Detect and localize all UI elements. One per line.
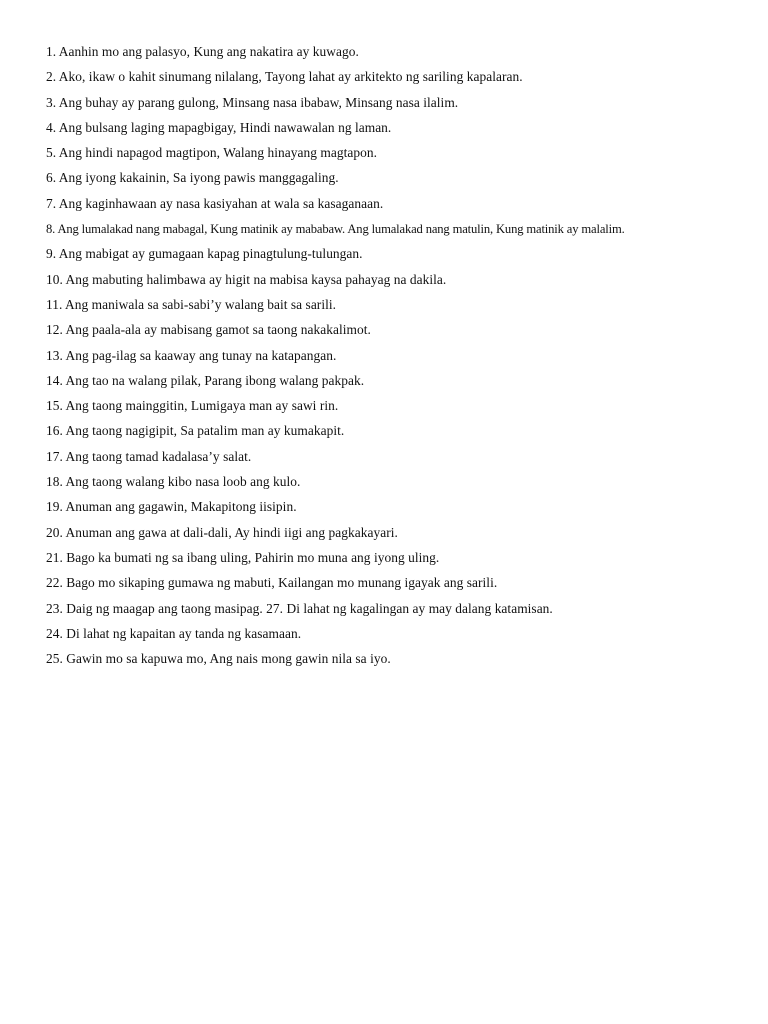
proverb-item: 15. Ang taong mainggitin, Lumigaya man ay sawi rin. xyxy=(46,398,339,414)
proverb-item: 18. Ang taong walang kibo nasa loob ang kulo. xyxy=(46,474,301,490)
proverb-item: 14. Ang tao na walang pilak, Parang ibong walang pakpak. xyxy=(46,372,365,388)
proverb-item: 12. Ang paala-ala ay mabisang gamot sa taong nakakalimot. xyxy=(46,322,371,338)
proverb-item: 24. Di lahat ng kapaitan ay tanda ng kasamaan. xyxy=(46,625,302,641)
proverb-item: 17. Ang taong tamad kadalasa’y salat. xyxy=(46,448,252,464)
proverb-item: 19. Anuman ang gagawin, Makapitong iisipin. xyxy=(46,499,297,515)
proverb-item: 16. Ang taong nagigipit, Sa patalim man ay kumakapit. xyxy=(46,423,345,439)
proverb-item: 9. Ang mabigat ay gumagaan kapag pinagtulung-tulungan. xyxy=(46,246,363,262)
proverb-item: 1. Aanhin mo ang palasyo, Kung ang nakatira ay kuwago. xyxy=(46,44,359,59)
proverb-item: 25. Gawin mo sa kapuwa mo, Ang nais mong gawin nila sa iyo. xyxy=(46,651,391,667)
proverb-item: 4. Ang bulsang laging mapagbigay, Hindi nawawalan ng laman. xyxy=(46,119,392,135)
proverb-item: 10. Ang mabuting halimbawa ay higit na mabisa kaysa pahayag na dakila. xyxy=(46,271,447,287)
proverb-item: 7. Ang kaginhawaan ay nasa kasiyahan at wala sa kasaganaan. xyxy=(46,195,384,211)
proverb-item: 11. Ang maniwala sa sabi-sabi’y walang bait sa sarili. xyxy=(46,296,337,312)
proverb-item: 3. Ang buhay ay parang gulong, Minsang nasa ibabaw, Minsang nasa ilalim. xyxy=(46,94,459,110)
proverb-item: 21. Bago ka bumati ng sa ibang uling, Pahirin mo muna ang iyong uling. xyxy=(46,549,440,565)
proverb-item: 2. Ako, ikaw o kahit sinumang nilalang, Tayong lahat ay arkitekto ng sariling kapalaran. xyxy=(46,69,523,85)
proverb-item: 20. Anuman ang gawa at dali-dali, Ay hindi iigi ang pagkakayari. xyxy=(46,524,398,540)
proverb-item: 22. Bago mo sikaping gumawa ng mabuti, Kailangan mo munang igayak ang sarili. xyxy=(46,575,498,591)
proverb-item: 13. Ang pag-ilag sa kaaway ang tunay na katapangan. xyxy=(46,347,337,363)
proverb-item: 6. Ang iyong kakainin, Sa iyong pawis manggagaling. xyxy=(46,170,339,186)
proverb-item: 5. Ang hindi napagod magtipon, Walang hinayang magtapon. xyxy=(46,145,377,161)
proverb-list xyxy=(46,42,625,674)
proverb-item: 23. Daig ng maagap ang taong masipag. 27. Di lahat ng kagalingan ay may dalang katamisan. xyxy=(46,600,553,616)
proverb-item: 8. Ang lumalakad nang mabagal, Kung matinik ay mababaw. Ang lumalakad nang matulin, Kung matinik ay malalim. xyxy=(46,222,625,237)
